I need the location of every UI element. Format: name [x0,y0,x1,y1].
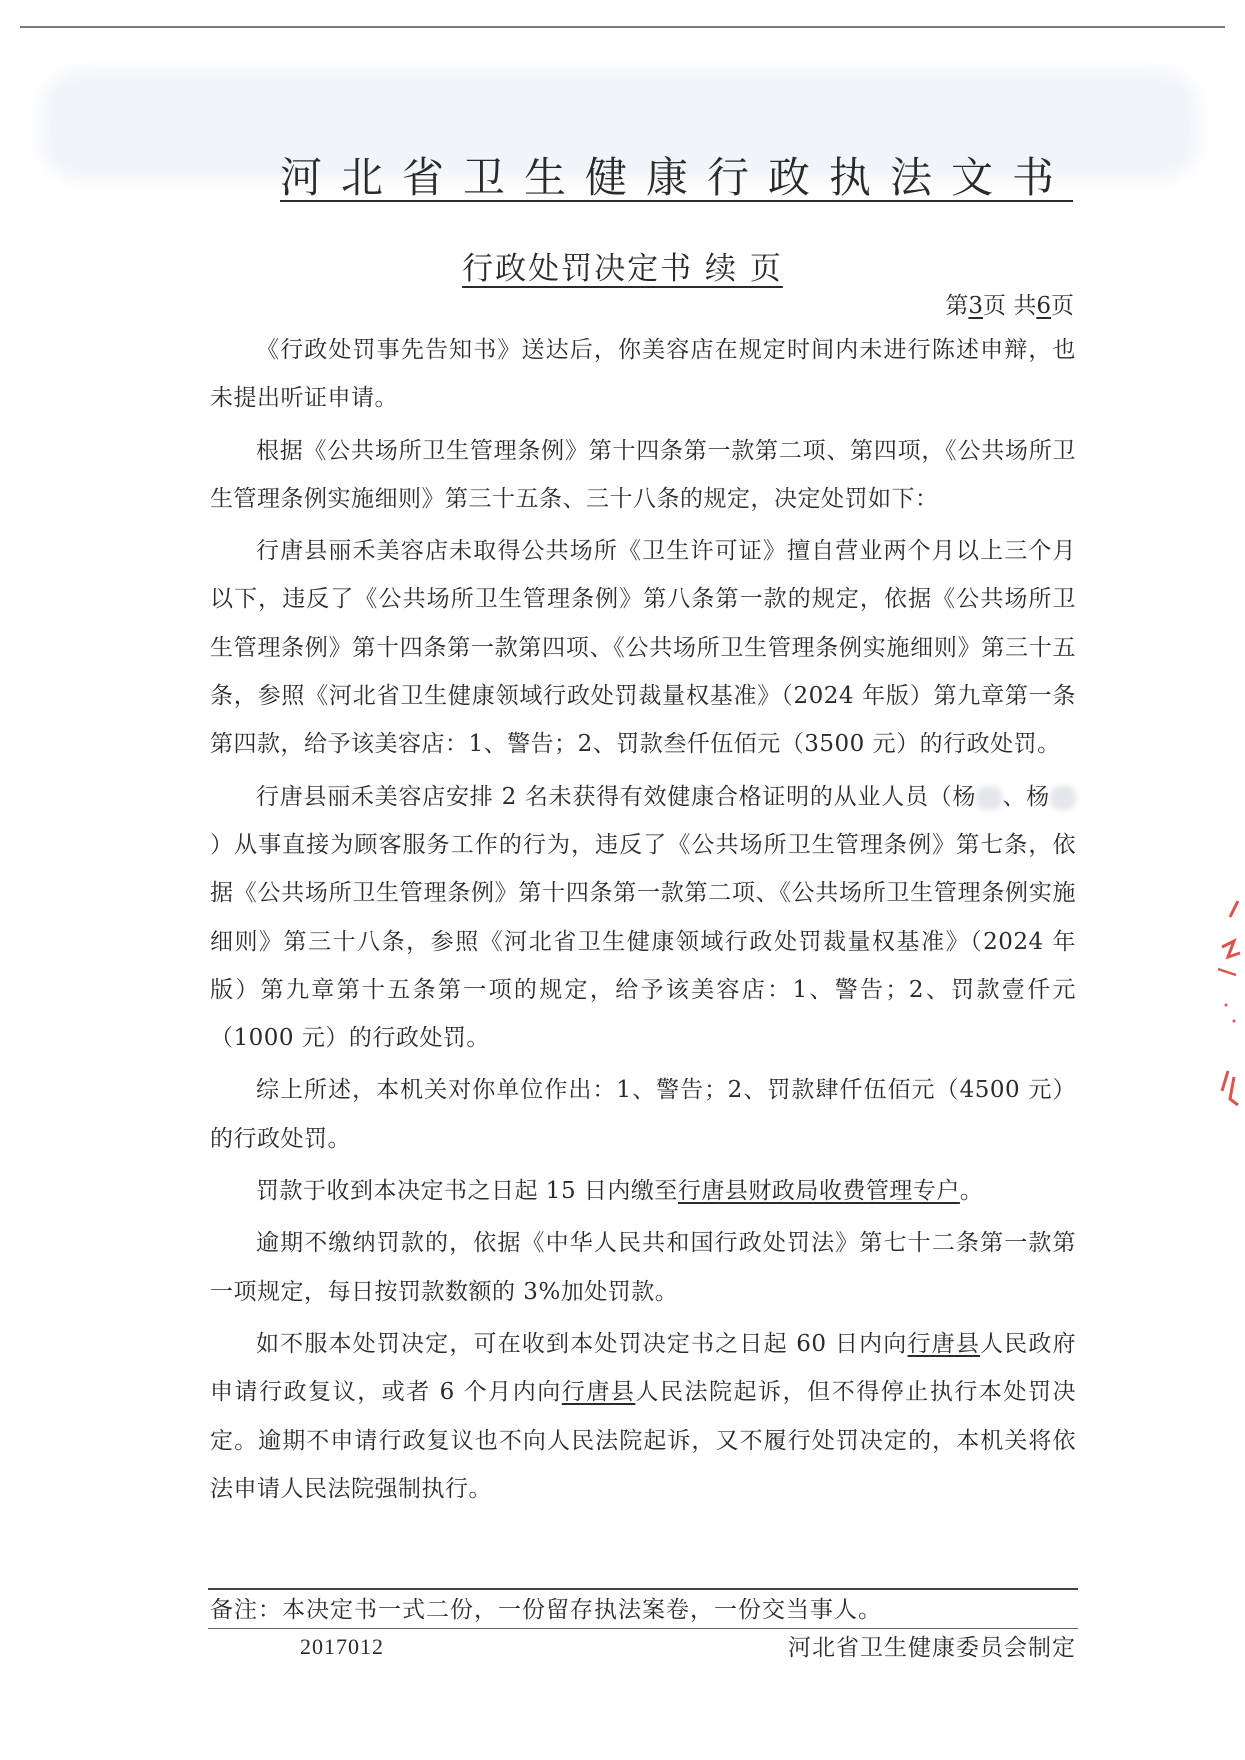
redacted-name [1050,786,1076,810]
paragraph-late-fee: 逾期不缴纳罚款的，依据《中华人民共和国行政处罚法》第七十二条第一款第一项规定，每日按罚款数额的 3%加处罚款。 [210,1230,1076,1305]
p4-text-a: 行唐县丽禾美容店安排 2 名未获得有效健康合格证明的从业人员（杨 [256,783,977,810]
p8-text-a: 如不服本处罚决定，可在收到本处罚决定书之日起 60 日内向 [256,1330,908,1357]
page-total: 6 [1036,293,1051,319]
p8-text-b: 人民政府申请行政复议，或者 6 个月内向 [210,1330,1077,1406]
redacted-name [976,786,1002,810]
paragraph-notice: 《行政处罚事先告知书》送达后，你美容店在规定时间内未进行陈述申辩，也未提出听证申请。 [210,337,1076,412]
p4-text-b: 、杨 [1002,783,1050,810]
paragraph-appeal [210,1320,1076,1513]
issuer: 河北省卫生健康委员会制定 [788,1635,1076,1661]
paragraph-payment [210,1167,1076,1215]
p6-text-b: 。 [959,1178,984,1205]
payment-account: 行唐县财政局收费管理专户 [677,1178,960,1205]
p6-text-a: 罚款于收到本决定书之日起 15 日内缴至 [256,1178,678,1205]
note-top-rule [208,1588,1078,1590]
paragraph-summary: 综上所述，本机关对你单位作出：1、警告；2、罚款肆仟伍佰元（4500 元）的行政处罚。 [210,1077,1076,1152]
top-rule [20,26,1225,28]
paragraph-legal-basis: 根据《公共场所卫生管理条例》第十四条第一款第二项、第四项，《公共场所卫生管理条例实施细则》第三十五条、三十八条的规定，决定处罚如下： [210,437,1076,512]
seal-edge-stamp [1208,895,1245,1135]
paragraph-violation-health-cert [210,773,1076,1063]
paragraph-violation-license: 行唐县丽禾美容店未取得公共场所《卫生许可证》擅自营业两个月以上三个月以下，违反了《公共场所卫生管理条例》第八条第一款的规定，依据《公共场所卫生管理条例》第十四条第一款第四项、《公共场所卫生管理条例实施细则》第三十五条，参照《河北省卫生健康领域行政处罚裁量权基准》（2024 年版）第九章第一条第四款，给予该美容店：1、警告；2、罚款叁仟伍佰元（3500 元）的行政处罚。 [210,538,1076,758]
p8-text-c: 人民法院起诉，但不得停止执行本处罚决定。逾期不申请行政复议也不向人民法院起诉，又不履行处罚决定的，本机关将依法申请人民法院强制执行。 [210,1379,1077,1502]
page-number [860,288,1074,324]
p4-text-c: ）从事直接为顾客服务工作的行为，违反了《公共场所卫生管理条例》第七条，依据《公共场所卫生管理条例》第十四条第一款第二项、《公共场所卫生管理条例实施细则》第三十八条，参照《河北省卫生健康领域行政处罚裁量权基准》（2024 年版）第九章第十五条第一项的规定，给予该美容店：1、警告；2、罚款壹仟元（1000 元）的行政处罚。 [210,831,1076,1052]
document-header-title: 河北省卫生健康行政执法文书 [280,153,1074,202]
page-middle: 页 共 [983,293,1037,319]
document-body [210,326,1076,1513]
county-name: 行唐县 [907,1330,980,1357]
document-sub-title: 行政处罚决定书 续 页 [462,251,783,287]
page-current: 3 [968,293,984,319]
county-name: 行唐县 [561,1379,636,1406]
note-bottom-rule [208,1628,1078,1629]
footer-note: 备注：本决定书一式二份，一份留存执法案卷，一份交当事人。 [210,1597,882,1623]
form-code: 2017012 [300,1634,384,1659]
page-prefix: 第 [945,293,969,319]
page-suffix: 页 [1051,293,1074,319]
